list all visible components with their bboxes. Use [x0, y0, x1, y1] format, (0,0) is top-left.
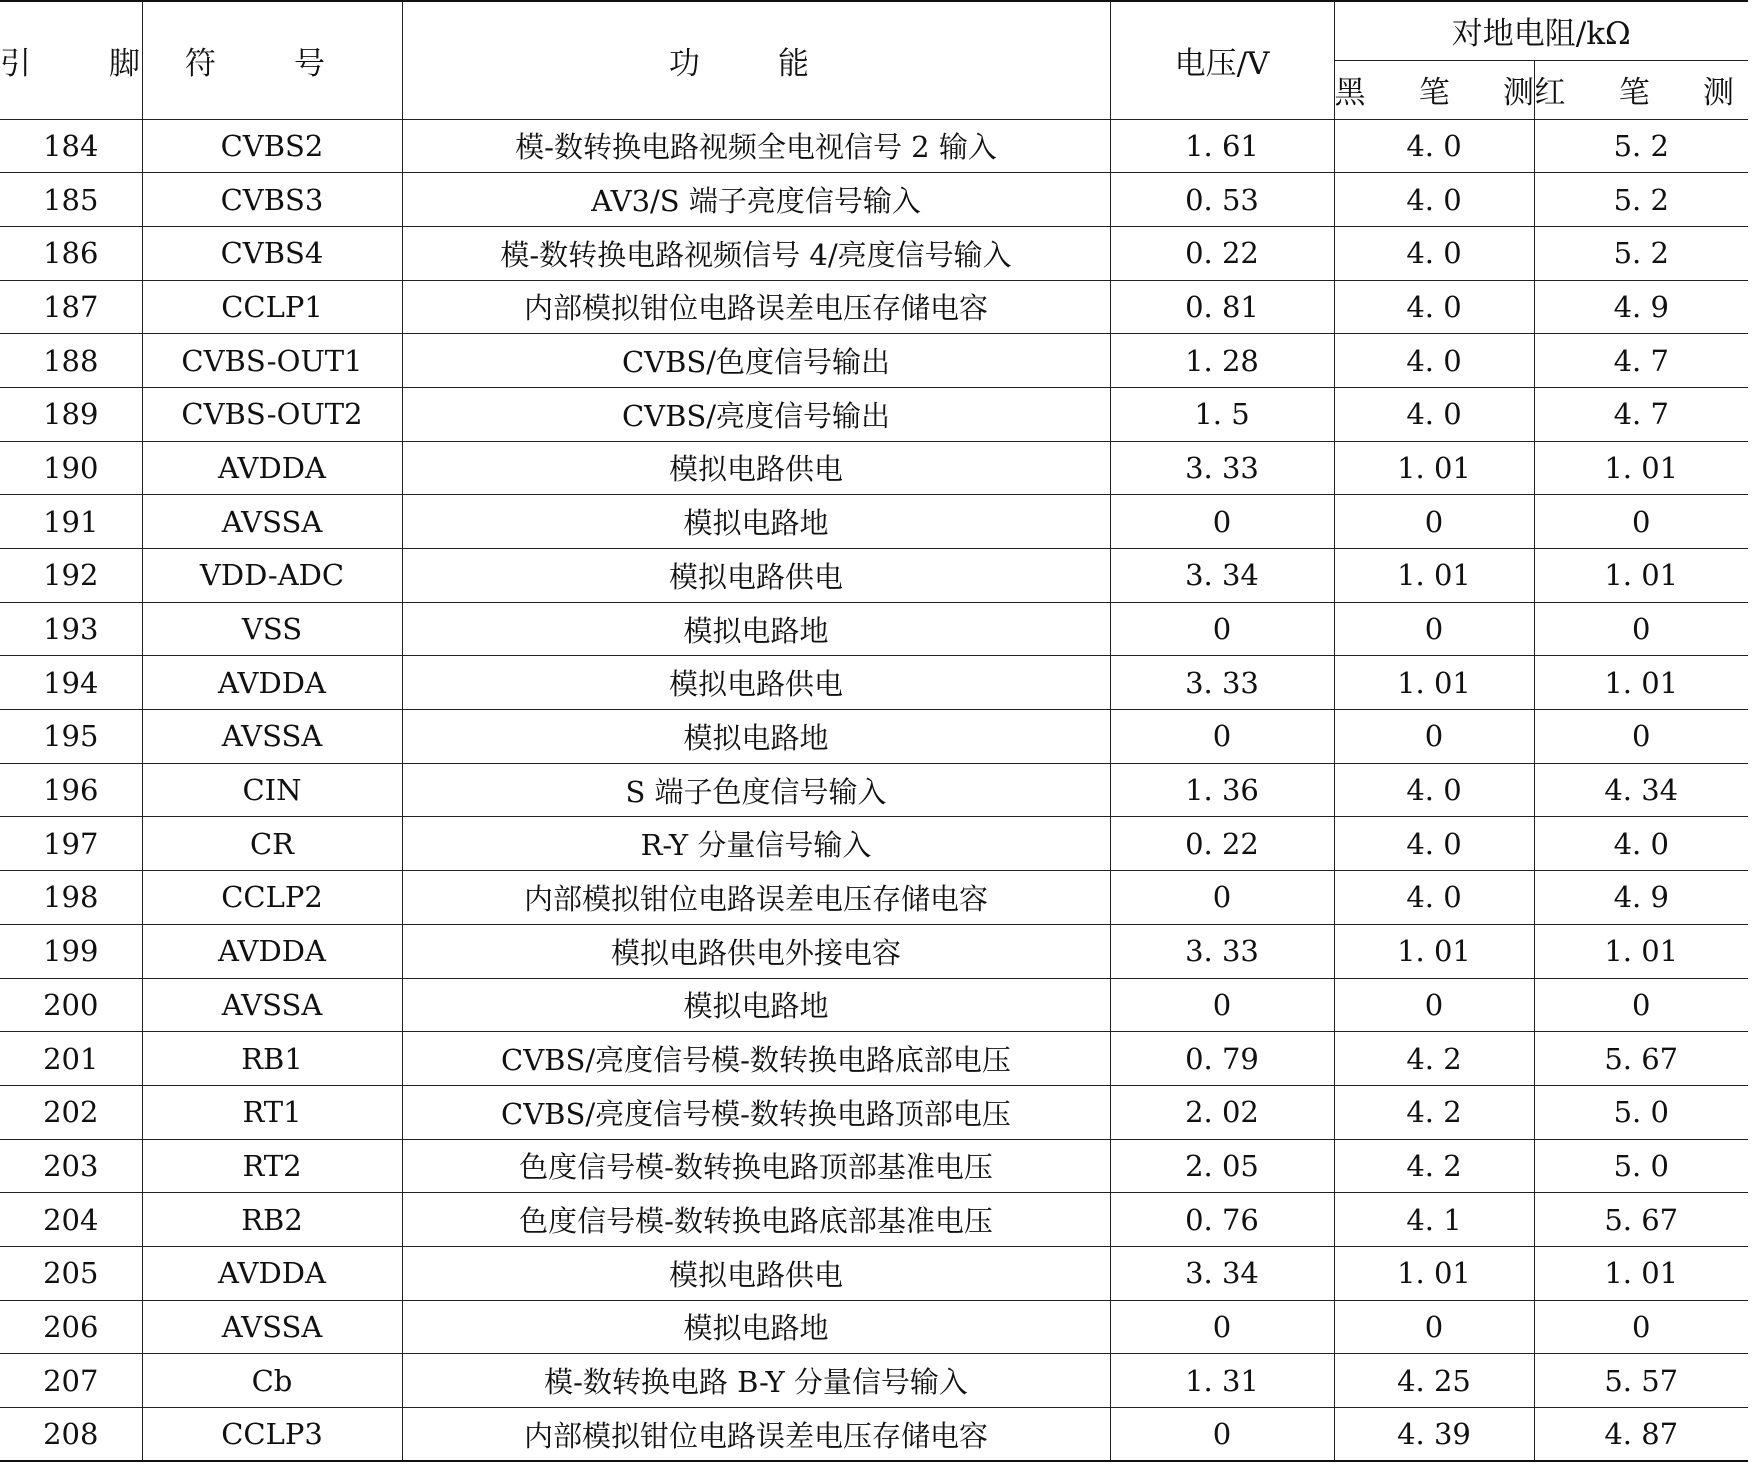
cell-black-probe: 4. 2 [1334, 1085, 1534, 1139]
header-voltage: 电压/V [1110, 1, 1334, 119]
table-row [0, 1085, 1748, 1139]
cell-pin: 189 [0, 387, 142, 441]
cell-function: 色度信号模-数转换电路顶部基准电压 [402, 1139, 1110, 1193]
cell-black-probe: 4. 2 [1334, 1139, 1534, 1193]
cell-red-probe: 5. 2 [1534, 173, 1748, 227]
cell-symbol: VSS [142, 602, 402, 656]
cell-voltage: 0. 22 [1110, 226, 1334, 280]
cell-black-probe: 4. 0 [1334, 871, 1534, 925]
cell-red-probe: 4. 0 [1534, 817, 1748, 871]
cell-symbol: AVSSA [142, 978, 402, 1032]
cell-pin: 191 [0, 495, 142, 549]
cell-symbol: Cb [142, 1354, 402, 1408]
cell-black-probe: 1. 01 [1334, 924, 1534, 978]
cell-black-probe: 4. 0 [1334, 817, 1534, 871]
cell-black-probe: 4. 0 [1334, 119, 1534, 173]
cell-function: CVBS/色度信号输出 [402, 334, 1110, 388]
cell-red-probe: 5. 2 [1534, 226, 1748, 280]
cell-voltage: 1. 61 [1110, 119, 1334, 173]
cell-voltage: 1. 31 [1110, 1354, 1334, 1408]
cell-pin: 192 [0, 549, 142, 603]
table-row [0, 280, 1748, 334]
header-resistance-group: 对地电阻/kΩ [1334, 1, 1748, 60]
cell-function: S 端子色度信号输入 [402, 763, 1110, 817]
cell-function: 内部模拟钳位电路误差电压存储电容 [402, 280, 1110, 334]
cell-symbol: AVDDA [142, 441, 402, 495]
cell-function: 模拟电路地 [402, 1300, 1110, 1354]
table-row [0, 1139, 1748, 1193]
cell-symbol: AVDDA [142, 924, 402, 978]
cell-black-probe: 4. 0 [1334, 226, 1534, 280]
table-row [0, 1032, 1748, 1086]
cell-function: 模-数转换电路视频全电视信号 2 输入 [402, 119, 1110, 173]
cell-pin: 196 [0, 763, 142, 817]
cell-pin: 197 [0, 817, 142, 871]
cell-voltage: 0 [1110, 710, 1334, 764]
cell-pin: 187 [0, 280, 142, 334]
cell-pin: 201 [0, 1032, 142, 1086]
cell-black-probe: 0 [1334, 1300, 1534, 1354]
cell-pin: 184 [0, 119, 142, 173]
cell-red-probe: 4. 34 [1534, 763, 1748, 817]
cell-function: 内部模拟钳位电路误差电压存储电容 [402, 1408, 1110, 1462]
cell-symbol: VDD-ADC [142, 549, 402, 603]
cell-red-probe: 4. 87 [1534, 1408, 1748, 1462]
cell-voltage: 0 [1110, 1408, 1334, 1462]
cell-pin: 205 [0, 1246, 142, 1300]
cell-pin: 199 [0, 924, 142, 978]
header-black-probe: 黑 笔 测 [1334, 60, 1534, 119]
cell-pin: 202 [0, 1085, 142, 1139]
cell-red-probe: 1. 01 [1534, 441, 1748, 495]
table-row [0, 387, 1748, 441]
table-row [0, 441, 1748, 495]
cell-symbol: CCLP1 [142, 280, 402, 334]
cell-voltage: 1. 36 [1110, 763, 1334, 817]
cell-function: 模拟电路地 [402, 978, 1110, 1032]
table-header [0, 1, 1756, 119]
cell-pin: 207 [0, 1354, 142, 1408]
cell-red-probe: 0 [1534, 495, 1748, 549]
cell-voltage: 3. 33 [1110, 924, 1334, 978]
cell-red-probe: 4. 7 [1534, 334, 1748, 388]
cell-function: CVBS/亮度信号模-数转换电路底部电压 [402, 1032, 1110, 1086]
cell-voltage: 3. 34 [1110, 549, 1334, 603]
cell-red-probe: 5. 2 [1534, 119, 1748, 173]
cell-symbol: CVBS3 [142, 173, 402, 227]
cell-symbol: AVDDA [142, 656, 402, 710]
cell-function: 色度信号模-数转换电路底部基准电压 [402, 1193, 1110, 1247]
cell-symbol: AVSSA [142, 1300, 402, 1354]
header-red-probe: 红 笔 测 [1534, 60, 1748, 119]
table-row [0, 495, 1748, 549]
table-row [0, 334, 1748, 388]
cell-symbol: CR [142, 817, 402, 871]
cell-pin: 208 [0, 1408, 142, 1462]
cell-red-probe: 4. 9 [1534, 871, 1748, 925]
cell-red-probe: 1. 01 [1534, 656, 1748, 710]
table-row [0, 763, 1748, 817]
cell-voltage: 0 [1110, 1300, 1334, 1354]
cell-symbol: RT1 [142, 1085, 402, 1139]
cell-voltage: 0 [1110, 602, 1334, 656]
cell-symbol: CIN [142, 763, 402, 817]
cell-function: 模拟电路供电外接电容 [402, 924, 1110, 978]
cell-voltage: 0. 81 [1110, 280, 1334, 334]
cell-black-probe: 1. 01 [1334, 549, 1534, 603]
cell-black-probe: 0 [1334, 602, 1534, 656]
header-symbol: 符 号 [142, 1, 402, 119]
cell-function: 模拟电路供电 [402, 441, 1110, 495]
cell-symbol: RB1 [142, 1032, 402, 1086]
table-row [0, 871, 1748, 925]
cell-symbol: CVBS-OUT2 [142, 387, 402, 441]
cell-function: 模拟电路地 [402, 495, 1110, 549]
cell-voltage: 1. 28 [1110, 334, 1334, 388]
cell-voltage: 3. 33 [1110, 656, 1334, 710]
cell-voltage: 0 [1110, 871, 1334, 925]
cell-red-probe: 1. 01 [1534, 549, 1748, 603]
cell-black-probe: 4. 0 [1334, 763, 1534, 817]
table-row [0, 710, 1748, 764]
table-row [0, 1354, 1748, 1408]
table-row [0, 226, 1748, 280]
cell-voltage: 2. 05 [1110, 1139, 1334, 1193]
cell-function: 模-数转换电路视频信号 4/亮度信号输入 [402, 226, 1110, 280]
header-function: 功 能 [402, 1, 1110, 119]
cell-black-probe: 4. 0 [1334, 280, 1534, 334]
cell-red-probe: 4. 9 [1534, 280, 1748, 334]
table-row [0, 656, 1748, 710]
cell-pin: 186 [0, 226, 142, 280]
table-row [0, 1300, 1748, 1354]
cell-voltage: 2. 02 [1110, 1085, 1334, 1139]
cell-red-probe: 5. 67 [1534, 1032, 1748, 1086]
table-row [0, 1246, 1748, 1300]
cell-pin: 206 [0, 1300, 142, 1354]
cell-function: 模拟电路供电 [402, 656, 1110, 710]
table-row [0, 173, 1748, 227]
cell-function: 模拟电路供电 [402, 1246, 1110, 1300]
cell-symbol: AVDDA [142, 1246, 402, 1300]
cell-red-probe: 0 [1534, 602, 1748, 656]
cell-pin: 185 [0, 173, 142, 227]
cell-black-probe: 4. 1 [1334, 1193, 1534, 1247]
cell-black-probe: 4. 0 [1334, 387, 1534, 441]
header-row-top [0, 1, 1748, 60]
cell-symbol: RB2 [142, 1193, 402, 1247]
table-row [0, 1193, 1748, 1247]
header-pin: 引 脚 [0, 1, 142, 119]
cell-black-probe: 0 [1334, 710, 1534, 764]
cell-voltage: 0. 76 [1110, 1193, 1334, 1247]
cell-pin: 195 [0, 710, 142, 764]
cell-red-probe: 5. 57 [1534, 1354, 1748, 1408]
cell-pin: 198 [0, 871, 142, 925]
cell-red-probe: 4. 7 [1534, 387, 1748, 441]
cell-function: CVBS/亮度信号输出 [402, 387, 1110, 441]
cell-function: 模-数转换电路 B-Y 分量信号输入 [402, 1354, 1110, 1408]
cell-function: CVBS/亮度信号模-数转换电路顶部电压 [402, 1085, 1110, 1139]
cell-pin: 200 [0, 978, 142, 1032]
cell-black-probe: 4. 0 [1334, 334, 1534, 388]
table-row [0, 1408, 1748, 1462]
cell-function: 模拟电路地 [402, 602, 1110, 656]
cell-symbol: RT2 [142, 1139, 402, 1193]
cell-voltage: 0. 53 [1110, 173, 1334, 227]
cell-red-probe: 1. 01 [1534, 924, 1748, 978]
cell-voltage: 0 [1110, 495, 1334, 549]
cell-red-probe: 0 [1534, 710, 1748, 764]
cell-red-probe: 0 [1534, 1300, 1748, 1354]
cell-voltage: 1. 5 [1110, 387, 1334, 441]
cell-black-probe: 1. 01 [1334, 656, 1534, 710]
cell-black-probe: 4. 0 [1334, 173, 1534, 227]
cell-function: 内部模拟钳位电路误差电压存储电容 [402, 871, 1110, 925]
cell-symbol: CVBS4 [142, 226, 402, 280]
cell-function: 模拟电路供电 [402, 549, 1110, 603]
cell-red-probe: 1. 01 [1534, 1246, 1748, 1300]
cell-voltage: 3. 34 [1110, 1246, 1334, 1300]
cell-symbol: CVBS-OUT1 [142, 334, 402, 388]
cell-red-probe: 0 [1534, 978, 1748, 1032]
cell-pin: 204 [0, 1193, 142, 1247]
cell-pin: 188 [0, 334, 142, 388]
cell-black-probe: 4. 39 [1334, 1408, 1534, 1462]
table-body [0, 119, 1748, 1461]
cell-red-probe: 5. 0 [1534, 1139, 1748, 1193]
cell-symbol: CCLP3 [142, 1408, 402, 1462]
cell-function: R-Y 分量信号输入 [402, 817, 1110, 871]
cell-black-probe: 0 [1334, 978, 1534, 1032]
cell-function: 模拟电路地 [402, 710, 1110, 764]
cell-pin: 190 [0, 441, 142, 495]
cell-symbol: AVSSA [142, 495, 402, 549]
cell-black-probe: 4. 2 [1334, 1032, 1534, 1086]
cell-black-probe: 1. 01 [1334, 1246, 1534, 1300]
cell-pin: 194 [0, 656, 142, 710]
cell-symbol: CVBS2 [142, 119, 402, 173]
table-row [0, 924, 1748, 978]
cell-symbol: AVSSA [142, 710, 402, 764]
table-row [0, 119, 1748, 173]
cell-voltage: 0. 22 [1110, 817, 1334, 871]
cell-function: AV3/S 端子亮度信号输入 [402, 173, 1110, 227]
cell-pin: 193 [0, 602, 142, 656]
table-row [0, 817, 1748, 871]
table-row [0, 978, 1748, 1032]
cell-black-probe: 1. 01 [1334, 441, 1534, 495]
cell-red-probe: 5. 67 [1534, 1193, 1748, 1247]
cell-black-probe: 4. 25 [1334, 1354, 1534, 1408]
cell-pin: 203 [0, 1139, 142, 1193]
cell-voltage: 0 [1110, 978, 1334, 1032]
table-row [0, 549, 1748, 603]
cell-symbol: CCLP2 [142, 871, 402, 925]
cell-black-probe: 0 [1334, 495, 1534, 549]
cell-red-probe: 5. 0 [1534, 1085, 1748, 1139]
cell-voltage: 3. 33 [1110, 441, 1334, 495]
cell-voltage: 0. 79 [1110, 1032, 1334, 1086]
table-row [0, 602, 1748, 656]
